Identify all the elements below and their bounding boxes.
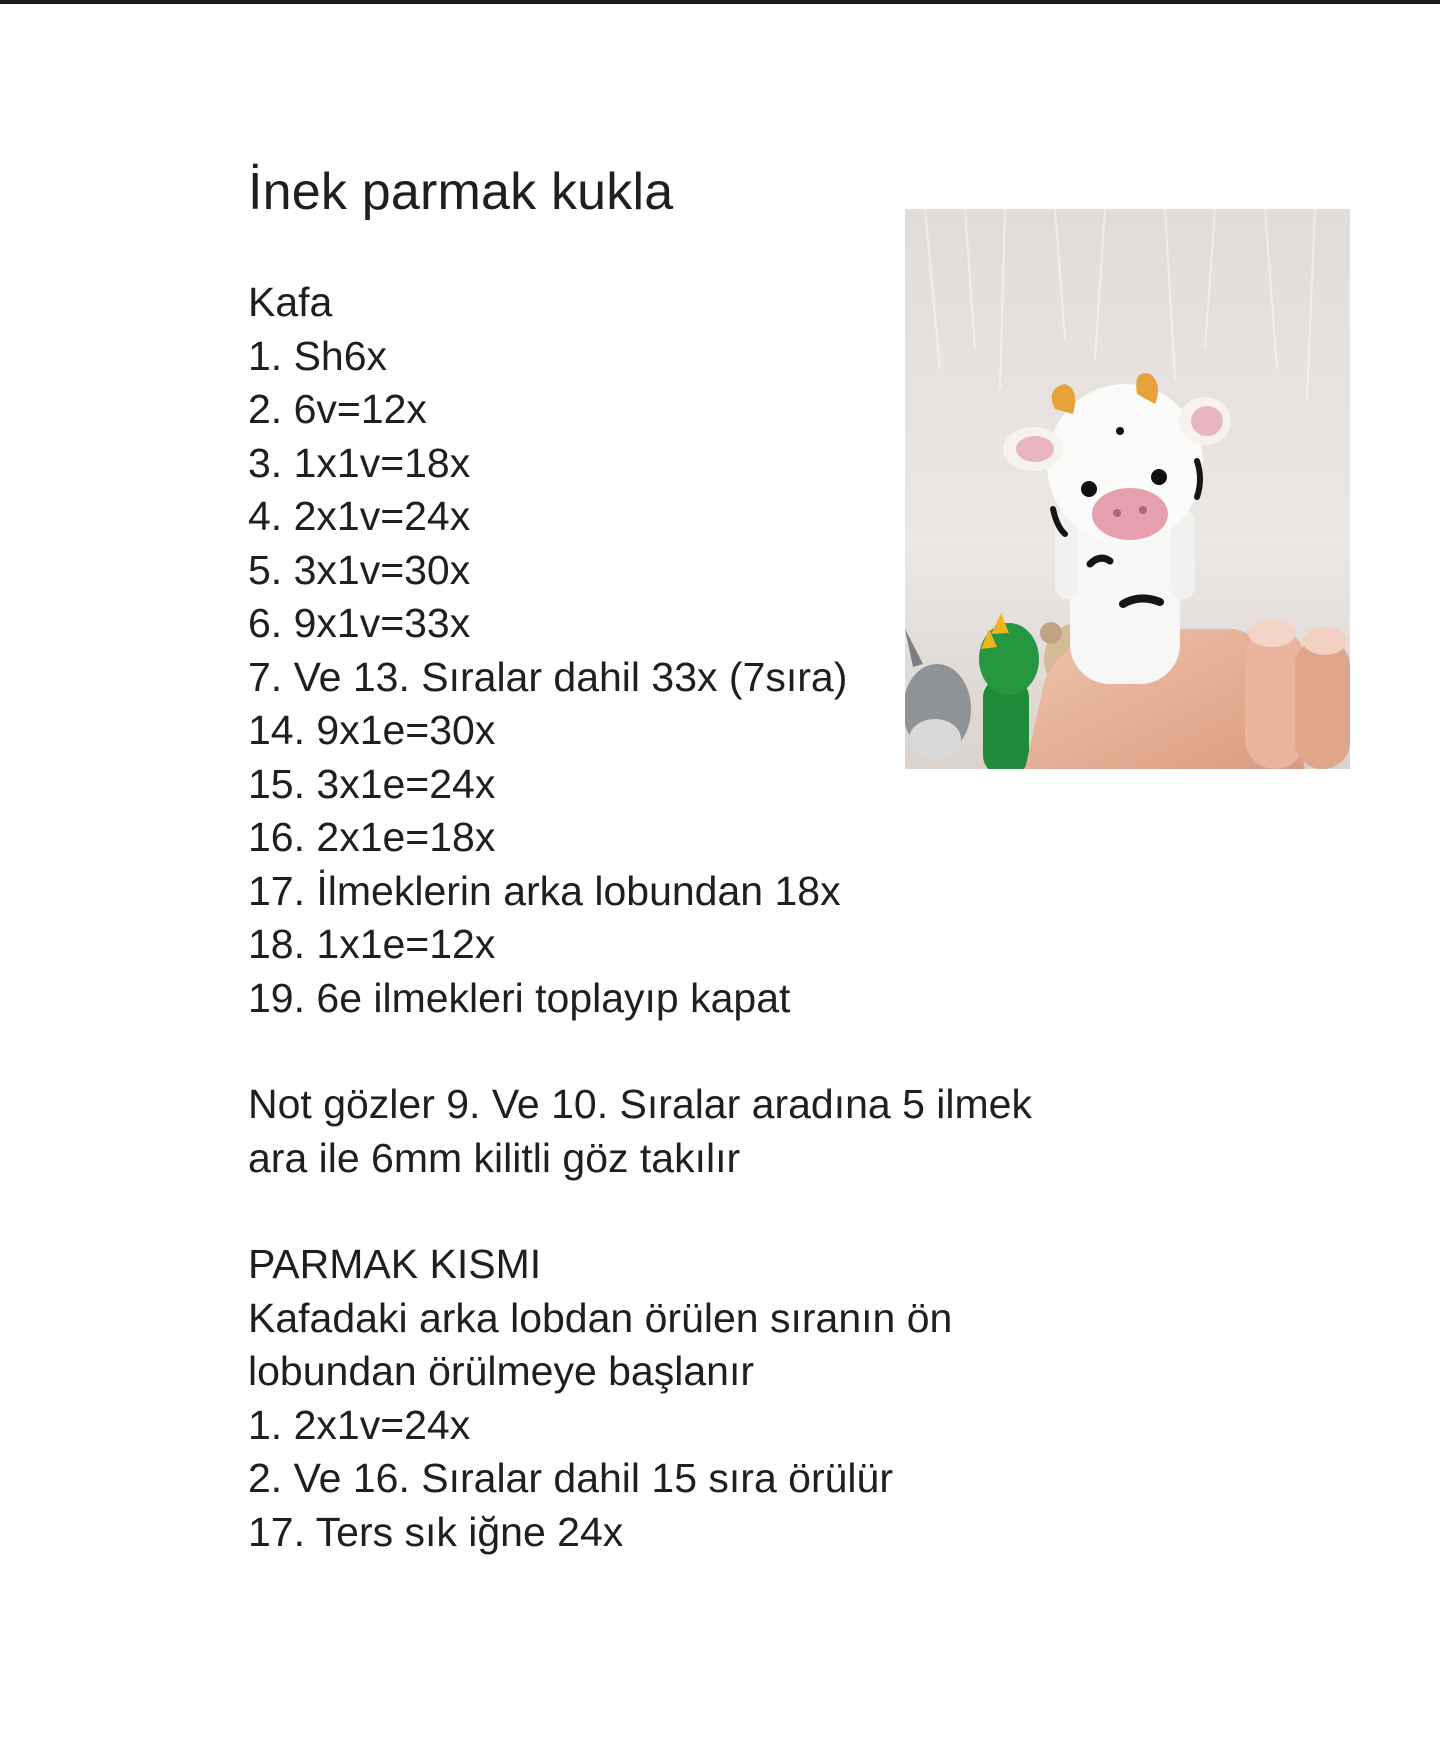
pattern-row: 16. 2x1e=18x	[248, 814, 496, 860]
pattern-row: 1. 2x1v=24x	[248, 1401, 471, 1448]
pattern-row: 17. İlmeklerin arka lobundan 18x	[248, 867, 841, 914]
pattern-row: 14. 9x1e=30x	[248, 707, 496, 753]
pattern-row: 2. 6v=12x	[248, 386, 427, 432]
page-title: İnek parmak kukla	[248, 163, 674, 221]
section-heading-head: Kafa	[248, 279, 333, 325]
pattern-row: 5. 3x1v=30x	[248, 546, 471, 593]
pattern-row: 17. Ters sık iğne 24x	[248, 1508, 624, 1555]
top-border	[0, 0, 1440, 4]
pattern-row: 15. 3x1e=24x	[248, 760, 496, 807]
note-section	[248, 1078, 1148, 1185]
pattern-row: 3. 1x1v=18x	[248, 439, 471, 486]
pattern-row: 2. Ve 16. Sıralar dahil 15 sıra örülür	[248, 1455, 893, 1501]
pattern-row: 18. 1x1e=12x	[248, 921, 496, 967]
section-heading-finger: PARMAK KISMI	[248, 1241, 542, 1287]
finger-section	[248, 1238, 1148, 1559]
pattern-row: 6. 9x1v=33x	[248, 600, 471, 646]
cow-finger-puppet-photo	[905, 209, 1350, 769]
intro-line: lobundan örülmeye başlanır	[248, 1348, 754, 1394]
note-line: Not gözler 9. Ve 10. Sıralar aradına 5 ilmek	[248, 1081, 1032, 1127]
pattern-row: 4. 2x1v=24x	[248, 493, 471, 539]
note-line: ara ile 6mm kilitli göz takılır	[248, 1134, 741, 1181]
intro-line: Kafadaki arka lobdan örülen sıranın ön	[248, 1294, 953, 1341]
pattern-row: 1. Sh6x	[248, 332, 388, 379]
pattern-row: 7. Ve 13. Sıralar dahil 33x (7sıra)	[248, 653, 848, 700]
pattern-row: 19. 6e ilmekleri toplayıp kapat	[248, 974, 791, 1021]
